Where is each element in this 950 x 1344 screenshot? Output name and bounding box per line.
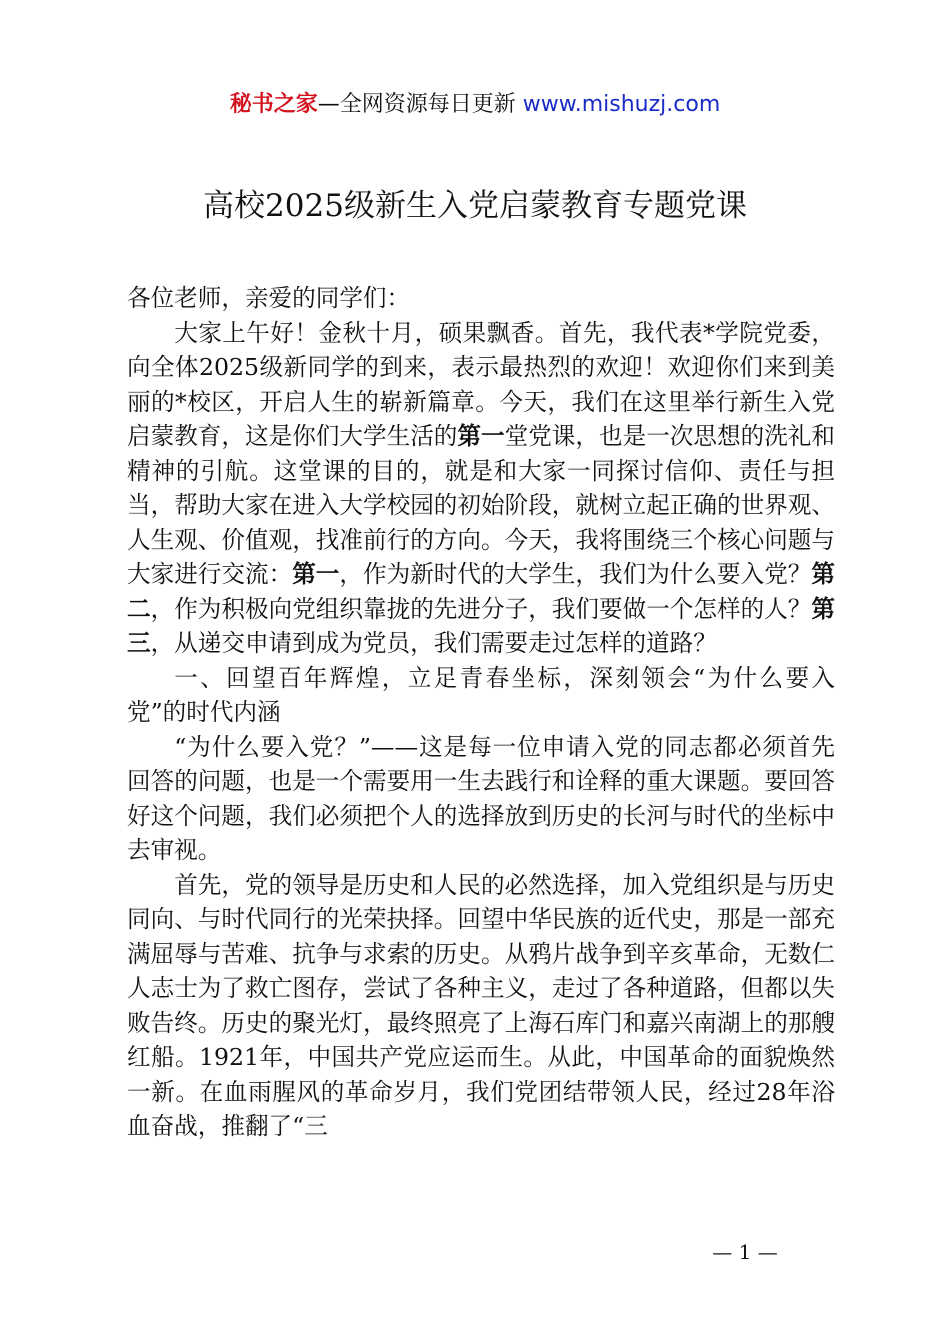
section-heading-1: 一、回望百年辉煌，立足青春坐标，深刻领会“为什么要入党”的时代内涵: [127, 663, 835, 726]
intro-emphasis-1: 第一: [457, 422, 505, 450]
brand-name: 秘书之家: [229, 92, 318, 117]
intro-emphasis-3: 第二: [127, 560, 836, 623]
document-title: 高校2025级新生入党启蒙教育专题党课: [203, 188, 747, 224]
intro-text-d: ，作为新时代的大学生，我们为什么要入党？: [339, 560, 812, 588]
intro-text-e: ，作为积极向党组织靠拢的先进分子，我们要做一个怎样的人？: [150, 594, 812, 623]
site-url-link[interactable]: www.mishuzj.com: [522, 92, 721, 117]
intro-emphasis-2: 第一: [292, 560, 340, 588]
paragraph-why-join: “为什么要入党？”——这是每一位申请入党的同志都必须首先回答的问题，也是一个需要用一生去践行和诠释的重大课题。要回答好这个问题，我们必须把个人的选择放到历史的长河与时代的坐标中去审视。: [127, 732, 835, 864]
intro-text-f: ，从递交申请到成为党员，我们需要走过怎样的道路？: [150, 629, 717, 657]
intro-text-a: 大家上午好！金秋十月，硕果飘香。首先，我代表*学院党委，向全体2025级新同学的到来，表示最热烈的欢迎！欢迎你们来到美丽的*校区，开启人生的崭新篇章。今天，我们在这里举行新生入党启蒙教育，这是你们大学生活的: [127, 318, 835, 450]
header-slogan: —全网资源每日更新: [317, 92, 523, 117]
document-body: [127, 281, 835, 1144]
page-number: — 1 —: [712, 1240, 778, 1264]
paragraph-intro: [127, 316, 835, 661]
intro-emphasis-4: 第三: [127, 594, 836, 657]
site-header: [0, 90, 950, 120]
paragraph-history: 首先，党的领导是历史和人民的必然选择，加入党组织是与历史同向、与时代同行的光荣抉择。回望中华民族的近代史，那是一部充满屈辱与苦难、抗争与求索的历史。从鸦片战争到辛亥革命，无数仁人志士为了救亡图存，尝试了各种主义，走过了各种道路，但都以失败告终。历史的聚光灯，最终照亮了上海石库门和嘉兴南湖上的那艘红船。1921年，中国共产党应运而生。从此，中国革命的面貌焕然一新。在血雨腥风的革命岁月，我们党团结带领人民，经过28年浴血奋战，推翻了“三: [127, 870, 835, 1140]
intro-text-c: 堂党课，也是一次思想的洗礼和精神的引航。这堂课的目的，就是和大家一同探讨信仰、责任与担当，帮助大家在进入大学校园的初始阶段，就树立起正确的世界观、人生观、价值观，找准前行的方向。今天，我将围绕三个核心问题与大家进行交流：: [127, 422, 836, 588]
salutation: 各位老师，亲爱的同学们：: [127, 284, 411, 312]
